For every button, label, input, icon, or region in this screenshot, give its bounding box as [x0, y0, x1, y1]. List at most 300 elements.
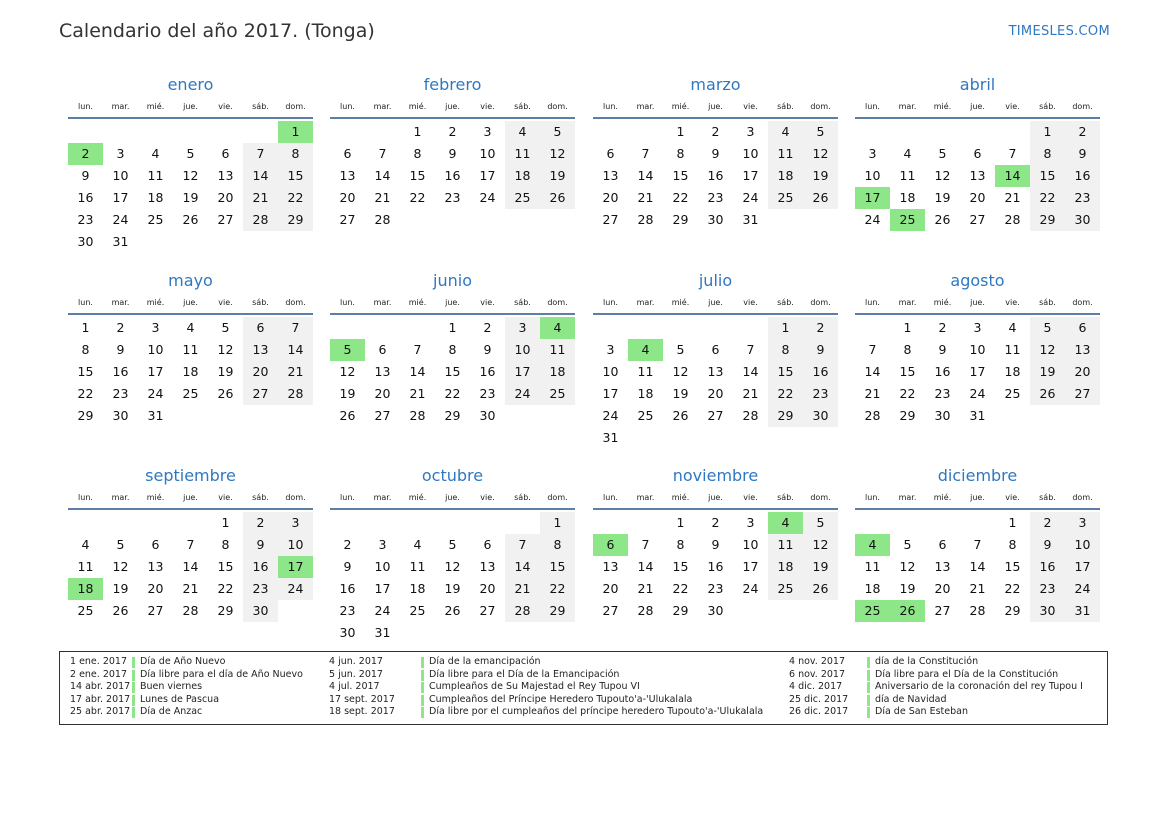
weekday-header: [593, 294, 838, 312]
day-cell: 30: [707, 212, 724, 227]
day-cell: 25: [768, 578, 803, 600]
day-cell: 18: [409, 581, 426, 596]
day-cell: 7: [1008, 146, 1017, 161]
day-cell: 14: [505, 556, 540, 578]
day-cell: 25: [409, 603, 426, 618]
day-grid: [855, 512, 1100, 622]
weekday-label: vie.: [1005, 298, 1020, 307]
day-cell: 21: [182, 581, 199, 596]
empty-cell: [593, 317, 628, 339]
page-title: Calendario del año 2017. (Tonga): [59, 20, 375, 42]
day-cell: 1: [540, 512, 575, 534]
legend-row: [789, 706, 1083, 719]
empty-cell: [68, 512, 103, 534]
holiday-marker: [867, 707, 870, 718]
legend-holiday-name: Aniversario de la coronación del rey Tupou I: [875, 681, 1083, 693]
legend-date: 17 abr. 2017: [70, 693, 131, 705]
day-cell: 6: [711, 342, 720, 357]
day-cell: 16: [339, 581, 356, 596]
holiday-day-cell: 14: [995, 165, 1030, 187]
empty-cell: [400, 512, 435, 534]
holiday-day-cell: 17: [278, 556, 313, 578]
day-cell: 27: [374, 408, 391, 423]
day-cell: 20: [147, 581, 164, 596]
holiday-marker: [867, 695, 870, 706]
day-cell: 20: [479, 581, 496, 596]
month-divider: [68, 117, 313, 119]
month-abril: [855, 74, 1100, 231]
day-cell: 11: [182, 342, 199, 357]
day-cell: 13: [374, 364, 391, 379]
empty-cell: [925, 121, 960, 143]
empty-cell: [103, 121, 138, 143]
month-divider: [68, 313, 313, 315]
weekday-label: vie.: [218, 493, 233, 502]
weekday-label: vie.: [1005, 102, 1020, 111]
weekday-label: sáb.: [1039, 493, 1056, 502]
day-cell: 12: [934, 168, 951, 183]
day-cell: 2: [343, 537, 352, 552]
day-cell: 10: [112, 168, 129, 183]
day-cell: 21: [243, 187, 278, 209]
day-cell: 28: [969, 603, 986, 618]
legend-date: 14 abr. 2017: [70, 681, 131, 693]
day-cell: 29: [768, 405, 803, 427]
day-cell: 28: [374, 212, 391, 227]
holiday-marker: [132, 657, 135, 668]
day-cell: 10: [602, 364, 619, 379]
day-cell: 2: [938, 320, 947, 335]
legend-column: [329, 656, 763, 719]
day-cell: 28: [243, 209, 278, 231]
weekday-label: lun.: [865, 493, 880, 502]
month-divider: [593, 117, 838, 119]
day-cell: 18: [637, 386, 654, 401]
day-cell: 8: [540, 534, 575, 556]
legend-row: [329, 681, 763, 694]
legend-date: 6 nov. 2017: [789, 668, 845, 680]
day-cell: 1: [903, 320, 912, 335]
day-cell: 1: [676, 124, 685, 139]
weekday-label: vie.: [218, 102, 233, 111]
holiday-marker: [421, 657, 424, 668]
day-cell: 26: [672, 408, 689, 423]
weekday-label: mié.: [146, 493, 165, 502]
day-cell: 4: [81, 537, 90, 552]
holiday-legend: [59, 651, 1108, 725]
day-cell: 3: [151, 320, 160, 335]
legend-holiday-name: Cumpleaños de Su Majestad el Rey Tupou VI: [429, 681, 640, 693]
legend-date: 4 nov. 2017: [789, 656, 845, 667]
day-cell: 22: [899, 386, 916, 401]
day-cell: 1: [1008, 515, 1017, 530]
legend-row: [70, 669, 303, 682]
day-cell: 16: [934, 364, 951, 379]
weekday-label: lun.: [78, 298, 93, 307]
month-name: noviembre: [672, 466, 759, 485]
day-cell: 13: [1065, 339, 1100, 361]
day-cell: 19: [112, 581, 129, 596]
day-cell: 19: [803, 556, 838, 578]
day-cell: 8: [1008, 537, 1017, 552]
day-cell: 15: [768, 361, 803, 383]
day-cell: 5: [803, 121, 838, 143]
weekday-label: mié.: [933, 298, 952, 307]
day-cell: 6: [151, 537, 160, 552]
empty-cell: [995, 121, 1030, 143]
month-divider: [855, 508, 1100, 510]
weekday-label: mié.: [408, 298, 427, 307]
day-cell: 18: [182, 364, 199, 379]
holiday-marker: [421, 670, 424, 681]
day-cell: 24: [742, 190, 759, 205]
legend-holiday-name: Lunes de Pascua: [140, 693, 220, 705]
empty-cell: [960, 121, 995, 143]
holiday-day-cell: 25: [855, 600, 890, 622]
month-septiembre: [68, 465, 313, 622]
day-cell: 9: [483, 342, 492, 357]
day-cell: 9: [343, 559, 352, 574]
holiday-marker: [867, 657, 870, 668]
day-cell: 26: [182, 212, 199, 227]
empty-cell: [365, 512, 400, 534]
day-cell: 14: [278, 339, 313, 361]
day-cell: 25: [540, 383, 575, 405]
day-cell: 11: [147, 168, 164, 183]
day-cell: 27: [479, 603, 496, 618]
day-grid: [593, 121, 838, 231]
legend-holiday-name: Día de San Esteban: [875, 706, 968, 718]
weekday-header: [855, 98, 1100, 116]
day-cell: 6: [973, 146, 982, 161]
day-cell: 26: [803, 578, 838, 600]
weekday-header: [855, 489, 1100, 507]
day-cell: 26: [217, 386, 234, 401]
day-cell: 8: [221, 537, 230, 552]
day-cell: 9: [81, 168, 90, 183]
month-divider: [330, 313, 575, 315]
weekday-label: jue.: [708, 102, 723, 111]
day-cell: 9: [243, 534, 278, 556]
day-cell: 23: [707, 190, 724, 205]
day-cell: 5: [448, 537, 457, 552]
day-cell: 1: [1030, 121, 1065, 143]
weekday-header: [68, 489, 313, 507]
empty-cell: [855, 121, 890, 143]
day-cell: 16: [77, 190, 94, 205]
day-cell: 27: [1065, 383, 1100, 405]
empty-cell: [628, 512, 663, 534]
day-cell: 3: [505, 317, 540, 339]
day-cell: 12: [339, 364, 356, 379]
empty-cell: [173, 121, 208, 143]
day-cell: 10: [969, 342, 986, 357]
day-cell: 24: [505, 383, 540, 405]
day-cell: 26: [934, 212, 951, 227]
holiday-day-cell: 26: [890, 600, 925, 622]
day-cell: 4: [768, 121, 803, 143]
weekday-label: sáb.: [777, 102, 794, 111]
legend-row: [789, 694, 1083, 707]
day-cell: 12: [899, 559, 916, 574]
day-cell: 7: [278, 317, 313, 339]
empty-cell: [400, 317, 435, 339]
legend-column: [70, 656, 303, 719]
weekday-label: jue.: [970, 493, 985, 502]
day-cell: 12: [1030, 339, 1065, 361]
legend-date: 25 dic. 2017: [789, 693, 849, 705]
day-cell: 17: [969, 364, 986, 379]
weekday-label: dom.: [1072, 493, 1093, 502]
legend-row: [329, 706, 763, 719]
day-cell: 26: [339, 408, 356, 423]
weekday-label: sáb.: [777, 493, 794, 502]
day-cell: 19: [540, 165, 575, 187]
day-cell: 29: [217, 603, 234, 618]
day-cell: 6: [243, 317, 278, 339]
day-grid: [68, 317, 313, 427]
day-cell: 28: [505, 600, 540, 622]
weekday-label: vie.: [480, 493, 495, 502]
day-cell: 14: [637, 168, 654, 183]
day-cell: 20: [374, 386, 391, 401]
legend-holiday-name: Día libre para el día de Año Nuevo: [140, 668, 303, 680]
empty-cell: [925, 512, 960, 534]
day-cell: 21: [278, 361, 313, 383]
day-cell: 3: [116, 146, 125, 161]
day-cell: 12: [672, 364, 689, 379]
weekday-label: jue.: [183, 493, 198, 502]
legend-row: [329, 656, 763, 669]
holiday-day-cell: 4: [768, 512, 803, 534]
day-cell: 1: [221, 515, 230, 530]
day-cell: 30: [934, 408, 951, 423]
day-cell: 28: [742, 408, 759, 423]
day-cell: 12: [540, 143, 575, 165]
day-cell: 13: [602, 559, 619, 574]
month-name: diciembre: [937, 466, 1018, 485]
empty-cell: [698, 317, 733, 339]
day-cell: 18: [768, 556, 803, 578]
empty-cell: [960, 512, 995, 534]
weekday-label: sáb.: [777, 298, 794, 307]
day-cell: 17: [374, 581, 391, 596]
weekday-label: jue.: [970, 102, 985, 111]
day-cell: 11: [409, 559, 426, 574]
weekday-header: [330, 294, 575, 312]
month-name: abril: [959, 75, 996, 94]
day-cell: 26: [112, 603, 129, 618]
day-cell: 30: [77, 234, 94, 249]
day-cell: 23: [707, 581, 724, 596]
day-cell: 14: [969, 559, 986, 574]
weekday-label: mié.: [933, 493, 952, 502]
day-cell: 6: [221, 146, 230, 161]
day-cell: 23: [444, 190, 461, 205]
day-cell: 9: [1030, 534, 1065, 556]
day-cell: 31: [112, 234, 129, 249]
legend-row: [329, 669, 763, 682]
day-cell: 3: [746, 124, 755, 139]
weekday-label: jue.: [708, 298, 723, 307]
empty-cell: [855, 512, 890, 534]
day-cell: 14: [637, 559, 654, 574]
holiday-marker: [132, 695, 135, 706]
day-cell: 5: [116, 537, 125, 552]
day-cell: 16: [803, 361, 838, 383]
day-cell: 19: [803, 165, 838, 187]
empty-cell: [663, 317, 698, 339]
weekday-label: sáb.: [514, 298, 531, 307]
day-cell: 1: [448, 320, 457, 335]
weekday-label: mar.: [111, 102, 130, 111]
day-cell: 26: [444, 603, 461, 618]
day-cell: 11: [864, 559, 881, 574]
month-name: marzo: [690, 75, 741, 94]
day-cell: 15: [444, 364, 461, 379]
month-name: septiembre: [145, 466, 236, 485]
day-cell: 17: [742, 559, 759, 574]
day-cell: 24: [374, 603, 391, 618]
holiday-marker: [132, 682, 135, 693]
day-cell: 19: [899, 581, 916, 596]
day-cell: 16: [243, 556, 278, 578]
day-cell: 11: [768, 534, 803, 556]
day-cell: 27: [147, 603, 164, 618]
day-cell: 22: [672, 190, 689, 205]
day-cell: 25: [77, 603, 94, 618]
day-cell: 18: [540, 361, 575, 383]
weekday-label: sáb.: [1039, 102, 1056, 111]
day-cell: 13: [147, 559, 164, 574]
day-cell: 2: [1030, 512, 1065, 534]
weekday-label: mar.: [636, 493, 655, 502]
day-grid: [593, 317, 838, 449]
weekday-label: vie.: [743, 493, 758, 502]
weekday-label: vie.: [480, 102, 495, 111]
weekday-label: dom.: [810, 493, 831, 502]
day-grid: [68, 121, 313, 253]
weekday-label: mar.: [898, 298, 917, 307]
month-divider: [593, 313, 838, 315]
day-cell: 25: [182, 386, 199, 401]
day-cell: 4: [151, 146, 160, 161]
day-cell: 17: [147, 364, 164, 379]
day-cell: 2: [711, 124, 720, 139]
holiday-day-cell: 25: [890, 209, 925, 231]
legend-row: [70, 694, 303, 707]
empty-cell: [855, 317, 890, 339]
day-cell: 24: [602, 408, 619, 423]
day-cell: 3: [1065, 512, 1100, 534]
day-cell: 17: [602, 386, 619, 401]
holiday-marker: [132, 707, 135, 718]
day-cell: 7: [378, 146, 387, 161]
holiday-day-cell: 4: [628, 339, 663, 361]
day-cell: 8: [278, 143, 313, 165]
brand-link[interactable]: TIMESLES.COM: [1008, 24, 1110, 39]
day-cell: 7: [973, 537, 982, 552]
day-cell: 13: [479, 559, 496, 574]
day-cell: 21: [637, 581, 654, 596]
day-cell: 11: [1004, 342, 1021, 357]
month-julio: [593, 270, 838, 449]
day-cell: 3: [378, 537, 387, 552]
day-cell: 15: [409, 168, 426, 183]
month-name: febrero: [423, 75, 482, 94]
day-grid: [855, 121, 1100, 231]
legend-row: [70, 656, 303, 669]
day-cell: 16: [479, 364, 496, 379]
weekday-label: vie.: [480, 298, 495, 307]
day-cell: 21: [864, 386, 881, 401]
day-cell: 18: [505, 165, 540, 187]
day-cell: 30: [112, 408, 129, 423]
empty-cell: [330, 121, 365, 143]
day-cell: 2: [483, 320, 492, 335]
day-cell: 8: [903, 342, 912, 357]
day-cell: 19: [934, 190, 951, 205]
empty-cell: [890, 512, 925, 534]
weekday-label: lun.: [340, 298, 355, 307]
day-cell: 3: [278, 512, 313, 534]
day-cell: 31: [969, 408, 986, 423]
weekday-label: mar.: [373, 493, 392, 502]
day-cell: 15: [672, 168, 689, 183]
day-cell: 18: [147, 190, 164, 205]
day-cell: 26: [540, 187, 575, 209]
month-enero: [68, 74, 313, 253]
month-divider: [855, 117, 1100, 119]
day-cell: 8: [676, 537, 685, 552]
weekday-label: sáb.: [252, 493, 269, 502]
day-cell: 22: [217, 581, 234, 596]
empty-cell: [470, 512, 505, 534]
weekday-label: vie.: [743, 298, 758, 307]
day-cell: 20: [934, 581, 951, 596]
weekday-label: jue.: [183, 298, 198, 307]
day-cell: 2: [803, 317, 838, 339]
day-cell: 28: [637, 212, 654, 227]
empty-cell: [330, 317, 365, 339]
day-cell: 3: [483, 124, 492, 139]
weekday-label: dom.: [810, 102, 831, 111]
day-cell: 18: [899, 190, 916, 205]
weekday-label: mié.: [408, 102, 427, 111]
day-cell: 29: [540, 600, 575, 622]
weekday-label: mié.: [146, 102, 165, 111]
day-cell: 20: [339, 190, 356, 205]
month-junio: [330, 270, 575, 427]
weekday-label: jue.: [970, 298, 985, 307]
day-cell: 13: [707, 364, 724, 379]
day-cell: 22: [540, 578, 575, 600]
day-cell: 15: [1004, 559, 1021, 574]
empty-cell: [243, 121, 278, 143]
day-cell: 11: [77, 559, 94, 574]
day-cell: 10: [147, 342, 164, 357]
day-cell: 29: [444, 408, 461, 423]
day-cell: 21: [969, 581, 986, 596]
day-cell: 2: [1065, 121, 1100, 143]
day-cell: 24: [969, 386, 986, 401]
day-cell: 30: [803, 405, 838, 427]
day-cell: 25: [1004, 386, 1021, 401]
day-cell: 6: [483, 537, 492, 552]
legend-holiday-name: Buen viernes: [140, 681, 203, 693]
month-febrero: [330, 74, 575, 231]
weekday-label: dom.: [1072, 298, 1093, 307]
